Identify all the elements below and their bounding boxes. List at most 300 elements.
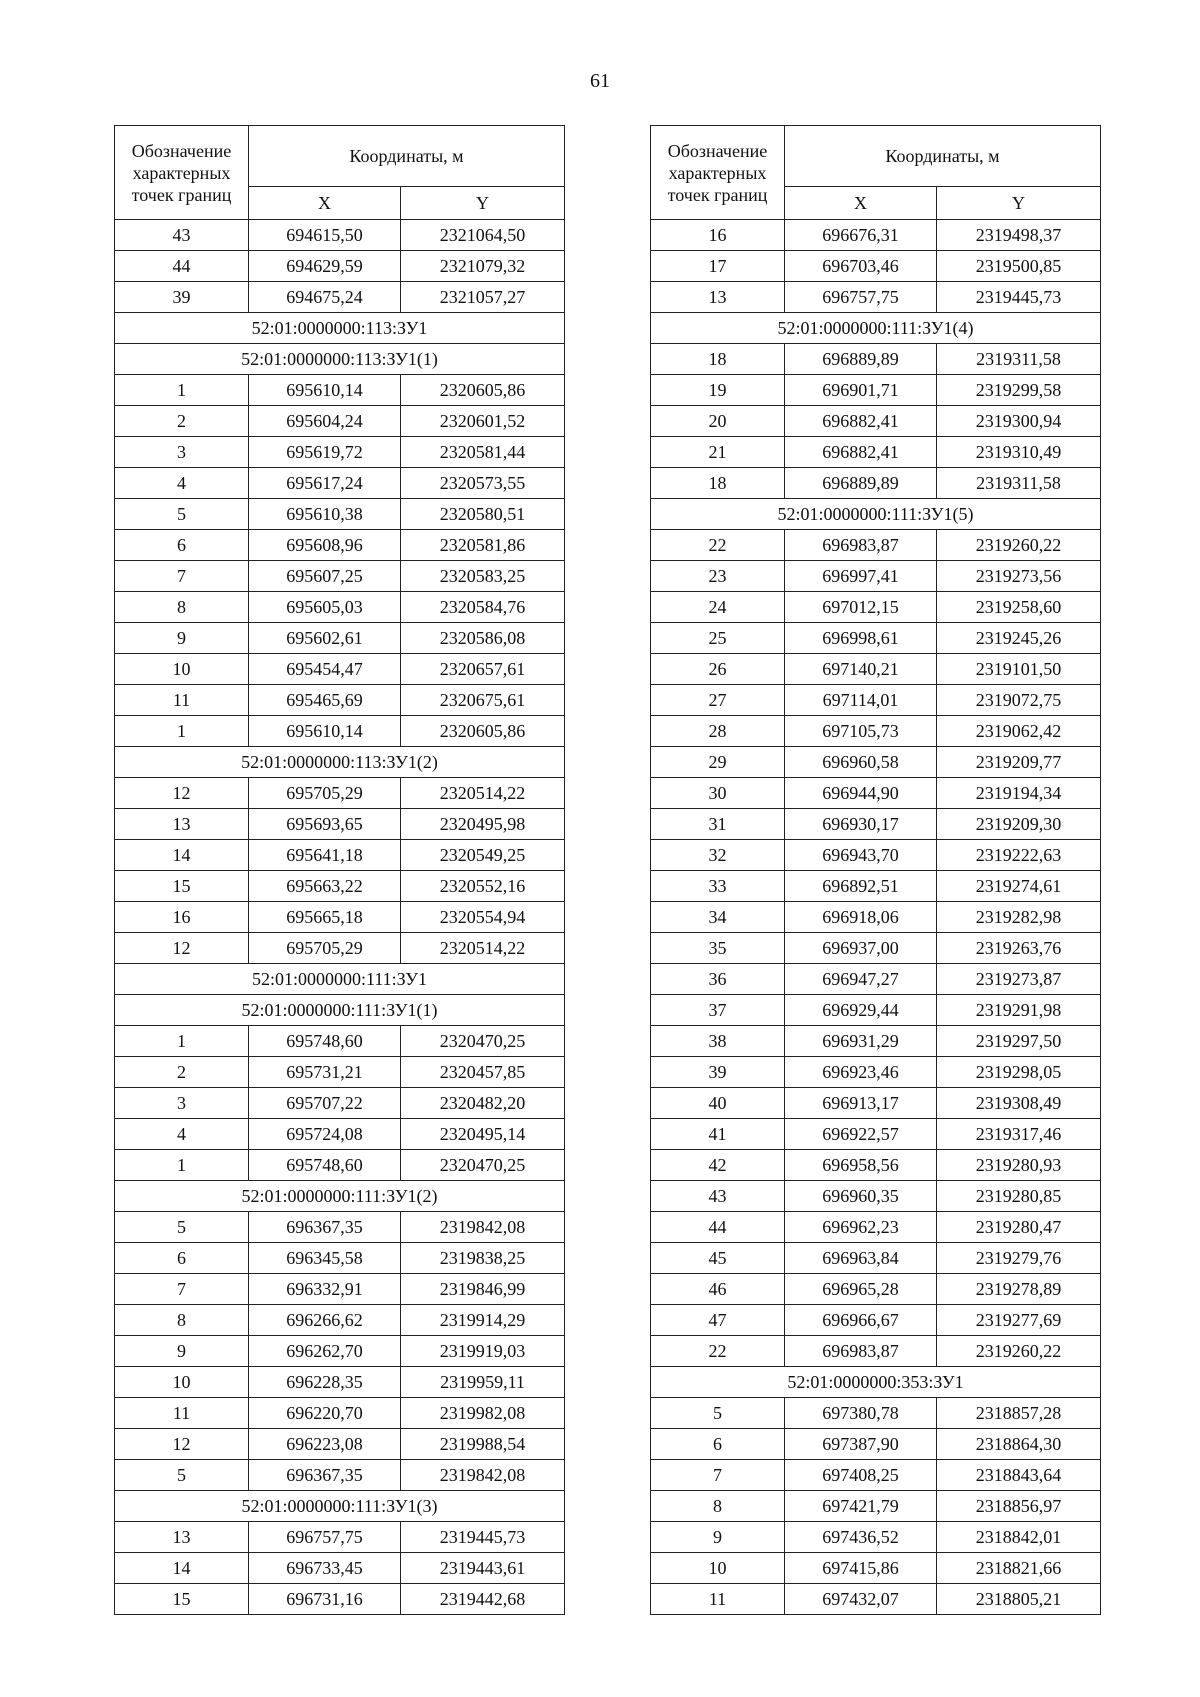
table-row xyxy=(115,1336,565,1367)
x-cell: 696889,89 xyxy=(785,468,937,499)
point-cell: 27 xyxy=(651,685,785,716)
point-cell: 2 xyxy=(115,406,249,437)
x-cell: 696983,87 xyxy=(785,1336,937,1367)
point-cell: 37 xyxy=(651,995,785,1026)
x-cell: 697140,21 xyxy=(785,654,937,685)
x-cell: 696757,75 xyxy=(785,282,937,313)
y-cell: 2319311,58 xyxy=(937,468,1101,499)
table-row xyxy=(115,468,565,499)
section-row xyxy=(115,995,565,1026)
table-row xyxy=(651,933,1101,964)
x-cell: 696913,17 xyxy=(785,1088,937,1119)
y-cell: 2320482,20 xyxy=(401,1088,565,1119)
section-title: 52:01:0000000:111:ЗУ1(2) xyxy=(115,1181,565,1212)
x-cell: 696676,31 xyxy=(785,220,937,251)
section-row xyxy=(651,313,1101,344)
point-cell: 11 xyxy=(115,685,249,716)
x-cell: 695604,24 xyxy=(249,406,401,437)
y-cell: 2319842,08 xyxy=(401,1212,565,1243)
table-row xyxy=(651,1088,1101,1119)
coordinates-table-left xyxy=(114,125,565,1615)
x-cell: 695610,14 xyxy=(249,716,401,747)
point-cell: 21 xyxy=(651,437,785,468)
y-cell: 2319311,58 xyxy=(937,344,1101,375)
x-cell: 694675,24 xyxy=(249,282,401,313)
point-cell: 1 xyxy=(115,1026,249,1057)
table-row xyxy=(115,685,565,716)
y-cell: 2318857,28 xyxy=(937,1398,1101,1429)
point-cell: 20 xyxy=(651,406,785,437)
x-cell: 696930,17 xyxy=(785,809,937,840)
point-cell: 22 xyxy=(651,530,785,561)
x-cell: 695454,47 xyxy=(249,654,401,685)
table-row xyxy=(651,1398,1101,1429)
y-cell: 2320554,94 xyxy=(401,902,565,933)
table-row xyxy=(115,809,565,840)
point-cell: 18 xyxy=(651,468,785,499)
point-cell: 33 xyxy=(651,871,785,902)
table-row xyxy=(115,251,565,282)
section-title: 52:01:0000000:353:ЗУ1 xyxy=(651,1367,1101,1398)
y-header: Y xyxy=(401,187,565,220)
point-cell: 36 xyxy=(651,964,785,995)
section-row xyxy=(115,344,565,375)
table-row xyxy=(651,871,1101,902)
y-cell: 2319299,58 xyxy=(937,375,1101,406)
point-cell: 13 xyxy=(115,809,249,840)
table-row xyxy=(651,1026,1101,1057)
y-cell: 2319298,05 xyxy=(937,1057,1101,1088)
table-row xyxy=(651,1553,1101,1584)
x-cell: 696960,35 xyxy=(785,1181,937,1212)
table-row xyxy=(115,220,565,251)
table-row xyxy=(651,840,1101,871)
y-cell: 2320457,85 xyxy=(401,1057,565,1088)
y-cell: 2319498,37 xyxy=(937,220,1101,251)
x-cell: 696733,45 xyxy=(249,1553,401,1584)
section-row xyxy=(651,499,1101,530)
x-cell: 697105,73 xyxy=(785,716,937,747)
page-number: 61 xyxy=(590,70,610,92)
x-cell: 695724,08 xyxy=(249,1119,401,1150)
table-row xyxy=(115,1553,565,1584)
x-cell: 695465,69 xyxy=(249,685,401,716)
coordinates-header: Координаты, м xyxy=(785,126,1101,187)
table-row xyxy=(651,251,1101,282)
y-cell: 2320581,86 xyxy=(401,530,565,561)
y-cell: 2320573,55 xyxy=(401,468,565,499)
y-cell: 2319282,98 xyxy=(937,902,1101,933)
table-row xyxy=(651,1584,1101,1615)
table-row xyxy=(115,778,565,809)
table-row xyxy=(115,1274,565,1305)
x-cell: 695748,60 xyxy=(249,1026,401,1057)
y-cell: 2321064,50 xyxy=(401,220,565,251)
x-cell: 696223,08 xyxy=(249,1429,401,1460)
point-cell: 10 xyxy=(115,654,249,685)
point-cell: 12 xyxy=(115,1429,249,1460)
y-cell: 2319279,76 xyxy=(937,1243,1101,1274)
x-cell: 697387,90 xyxy=(785,1429,937,1460)
table-row xyxy=(651,685,1101,716)
table-row xyxy=(115,1057,565,1088)
x-cell: 696966,67 xyxy=(785,1305,937,1336)
table-row xyxy=(651,716,1101,747)
table-row xyxy=(115,623,565,654)
point-cell: 39 xyxy=(651,1057,785,1088)
point-cell: 40 xyxy=(651,1088,785,1119)
y-cell: 2319072,75 xyxy=(937,685,1101,716)
x-cell: 696882,41 xyxy=(785,437,937,468)
x-cell: 696944,90 xyxy=(785,778,937,809)
table-row xyxy=(651,902,1101,933)
table-row xyxy=(651,995,1101,1026)
point-cell: 46 xyxy=(651,1274,785,1305)
y-cell: 2319280,47 xyxy=(937,1212,1101,1243)
x-cell: 696367,35 xyxy=(249,1212,401,1243)
point-cell: 15 xyxy=(115,871,249,902)
x-cell: 696332,91 xyxy=(249,1274,401,1305)
point-cell: 8 xyxy=(651,1491,785,1522)
point-cell: 9 xyxy=(115,1336,249,1367)
point-cell: 15 xyxy=(115,1584,249,1615)
x-cell: 695693,65 xyxy=(249,809,401,840)
y-cell: 2319274,61 xyxy=(937,871,1101,902)
section-title: 52:01:0000000:111:ЗУ1 xyxy=(115,964,565,995)
coordinates-header: Координаты, м xyxy=(249,126,565,187)
table-row xyxy=(651,1274,1101,1305)
table-row xyxy=(651,406,1101,437)
point-cell: 24 xyxy=(651,592,785,623)
point-cell: 8 xyxy=(115,592,249,623)
table-row xyxy=(651,468,1101,499)
point-cell: 5 xyxy=(651,1398,785,1429)
y-cell: 2318842,01 xyxy=(937,1522,1101,1553)
x-header: X xyxy=(785,187,937,220)
y-cell: 2319914,29 xyxy=(401,1305,565,1336)
y-cell: 2319442,68 xyxy=(401,1584,565,1615)
y-cell: 2319209,77 xyxy=(937,747,1101,778)
x-cell: 696757,75 xyxy=(249,1522,401,1553)
point-cell: 35 xyxy=(651,933,785,964)
table-row xyxy=(115,716,565,747)
point-cell: 5 xyxy=(115,499,249,530)
section-title: 52:01:0000000:111:ЗУ1(3) xyxy=(115,1491,565,1522)
y-cell: 2319443,61 xyxy=(401,1553,565,1584)
x-cell: 695641,18 xyxy=(249,840,401,871)
section-row xyxy=(115,747,565,778)
points-header: Обозначение характерных точек границ xyxy=(651,126,785,220)
y-cell: 2319297,50 xyxy=(937,1026,1101,1057)
y-cell: 2319194,34 xyxy=(937,778,1101,809)
table-body-left xyxy=(115,220,565,1615)
table-row xyxy=(651,437,1101,468)
x-cell: 696345,58 xyxy=(249,1243,401,1274)
table-row xyxy=(115,1243,565,1274)
x-cell: 696731,16 xyxy=(249,1584,401,1615)
y-cell: 2319988,54 xyxy=(401,1429,565,1460)
table-row xyxy=(115,1584,565,1615)
x-cell: 697012,15 xyxy=(785,592,937,623)
x-cell: 696892,51 xyxy=(785,871,937,902)
point-cell: 7 xyxy=(115,1274,249,1305)
y-cell: 2319982,08 xyxy=(401,1398,565,1429)
x-cell: 697421,79 xyxy=(785,1491,937,1522)
y-cell: 2319260,22 xyxy=(937,530,1101,561)
x-cell: 695707,22 xyxy=(249,1088,401,1119)
table-row xyxy=(651,654,1101,685)
section-title: 52:01:0000000:111:ЗУ1(1) xyxy=(115,995,565,1026)
y-cell: 2320657,61 xyxy=(401,654,565,685)
y-cell: 2320675,61 xyxy=(401,685,565,716)
y-cell: 2321057,27 xyxy=(401,282,565,313)
point-cell: 17 xyxy=(651,251,785,282)
y-cell: 2319222,63 xyxy=(937,840,1101,871)
x-cell: 695665,18 xyxy=(249,902,401,933)
y-cell: 2319308,49 xyxy=(937,1088,1101,1119)
x-cell: 696228,35 xyxy=(249,1367,401,1398)
point-cell: 1 xyxy=(115,716,249,747)
y-cell: 2319245,26 xyxy=(937,623,1101,654)
table-row xyxy=(115,282,565,313)
point-cell: 41 xyxy=(651,1119,785,1150)
x-cell: 695705,29 xyxy=(249,933,401,964)
y-cell: 2320584,76 xyxy=(401,592,565,623)
table-row xyxy=(651,1212,1101,1243)
x-cell: 696962,23 xyxy=(785,1212,937,1243)
section-title: 52:01:0000000:113:ЗУ1(1) xyxy=(115,344,565,375)
table-row xyxy=(115,1088,565,1119)
x-cell: 696266,62 xyxy=(249,1305,401,1336)
x-cell: 696963,84 xyxy=(785,1243,937,1274)
y-cell: 2318843,64 xyxy=(937,1460,1101,1491)
table-row xyxy=(115,1398,565,1429)
x-cell: 697408,25 xyxy=(785,1460,937,1491)
table-row xyxy=(115,406,565,437)
x-cell: 696889,89 xyxy=(785,344,937,375)
x-cell: 696931,29 xyxy=(785,1026,937,1057)
table-row xyxy=(651,1305,1101,1336)
section-row xyxy=(115,964,565,995)
x-cell: 696929,44 xyxy=(785,995,937,1026)
table-row xyxy=(115,592,565,623)
table-row xyxy=(115,933,565,964)
table-row xyxy=(651,964,1101,995)
point-cell: 30 xyxy=(651,778,785,809)
y-cell: 2319062,42 xyxy=(937,716,1101,747)
x-cell: 695617,24 xyxy=(249,468,401,499)
x-cell: 695610,38 xyxy=(249,499,401,530)
x-cell: 696965,28 xyxy=(785,1274,937,1305)
y-cell: 2318856,97 xyxy=(937,1491,1101,1522)
point-cell: 8 xyxy=(115,1305,249,1336)
point-cell: 34 xyxy=(651,902,785,933)
point-cell: 14 xyxy=(115,1553,249,1584)
point-cell: 1 xyxy=(115,375,249,406)
y-cell: 2319273,87 xyxy=(937,964,1101,995)
x-cell: 696703,46 xyxy=(785,251,937,282)
y-cell: 2320549,25 xyxy=(401,840,565,871)
point-cell: 6 xyxy=(651,1429,785,1460)
table-row xyxy=(651,530,1101,561)
section-title: 52:01:0000000:113:ЗУ1 xyxy=(115,313,565,344)
point-cell: 44 xyxy=(651,1212,785,1243)
point-cell: 10 xyxy=(651,1553,785,1584)
y-cell: 2319209,30 xyxy=(937,809,1101,840)
x-cell: 695619,72 xyxy=(249,437,401,468)
y-cell: 2320605,86 xyxy=(401,716,565,747)
table-row xyxy=(115,375,565,406)
table-row xyxy=(115,499,565,530)
y-cell: 2319445,73 xyxy=(401,1522,565,1553)
section-title: 52:01:0000000:111:ЗУ1(4) xyxy=(651,313,1101,344)
y-cell: 2319445,73 xyxy=(937,282,1101,313)
table-row xyxy=(115,1026,565,1057)
point-cell: 16 xyxy=(115,902,249,933)
x-cell: 697114,01 xyxy=(785,685,937,716)
x-cell: 697415,86 xyxy=(785,1553,937,1584)
table-row xyxy=(651,809,1101,840)
y-cell: 2320495,98 xyxy=(401,809,565,840)
y-cell: 2321079,32 xyxy=(401,251,565,282)
x-cell: 697436,52 xyxy=(785,1522,937,1553)
point-cell: 13 xyxy=(651,282,785,313)
y-cell: 2320514,22 xyxy=(401,933,565,964)
table-row xyxy=(651,1150,1101,1181)
point-cell: 12 xyxy=(115,778,249,809)
point-cell: 25 xyxy=(651,623,785,654)
y-cell: 2319300,94 xyxy=(937,406,1101,437)
y-cell: 2320514,22 xyxy=(401,778,565,809)
y-cell: 2319280,85 xyxy=(937,1181,1101,1212)
y-cell: 2319838,25 xyxy=(401,1243,565,1274)
table-row xyxy=(651,1336,1101,1367)
table-row xyxy=(651,1057,1101,1088)
point-cell: 1 xyxy=(115,1150,249,1181)
points-header: Обозначение характерных точек границ xyxy=(115,126,249,220)
y-cell: 2320586,08 xyxy=(401,623,565,654)
y-cell: 2318805,21 xyxy=(937,1584,1101,1615)
y-cell: 2319959,11 xyxy=(401,1367,565,1398)
point-cell: 6 xyxy=(115,530,249,561)
point-cell: 2 xyxy=(115,1057,249,1088)
table-row xyxy=(651,375,1101,406)
table-row xyxy=(651,1119,1101,1150)
table-row xyxy=(115,1212,565,1243)
point-cell: 9 xyxy=(115,623,249,654)
y-cell: 2320601,52 xyxy=(401,406,565,437)
y-cell: 2319273,56 xyxy=(937,561,1101,592)
section-title: 52:01:0000000:113:ЗУ1(2) xyxy=(115,747,565,778)
x-cell: 696960,58 xyxy=(785,747,937,778)
y-cell: 2320581,44 xyxy=(401,437,565,468)
table-row xyxy=(115,840,565,871)
point-cell: 44 xyxy=(115,251,249,282)
table-row xyxy=(115,1367,565,1398)
x-cell: 694615,50 xyxy=(249,220,401,251)
table-row xyxy=(115,1150,565,1181)
table-row xyxy=(115,1429,565,1460)
coordinates-table-right xyxy=(650,125,1101,1615)
point-cell: 4 xyxy=(115,468,249,499)
x-cell: 695602,61 xyxy=(249,623,401,654)
y-cell: 2320470,25 xyxy=(401,1026,565,1057)
x-cell: 695607,25 xyxy=(249,561,401,592)
x-cell: 694629,59 xyxy=(249,251,401,282)
x-header: X xyxy=(249,187,401,220)
table-row xyxy=(651,220,1101,251)
table-row xyxy=(115,530,565,561)
y-cell: 2320580,51 xyxy=(401,499,565,530)
point-cell: 3 xyxy=(115,437,249,468)
x-cell: 696262,70 xyxy=(249,1336,401,1367)
y-cell: 2319263,76 xyxy=(937,933,1101,964)
table-row xyxy=(651,561,1101,592)
point-cell: 29 xyxy=(651,747,785,778)
y-cell: 2319258,60 xyxy=(937,592,1101,623)
table-row xyxy=(651,1491,1101,1522)
point-cell: 39 xyxy=(115,282,249,313)
y-cell: 2319260,22 xyxy=(937,1336,1101,1367)
x-cell: 696937,00 xyxy=(785,933,937,964)
x-cell: 696997,41 xyxy=(785,561,937,592)
y-cell: 2320605,86 xyxy=(401,375,565,406)
y-cell: 2319278,89 xyxy=(937,1274,1101,1305)
point-cell: 11 xyxy=(115,1398,249,1429)
table-row xyxy=(651,1522,1101,1553)
y-cell: 2319846,99 xyxy=(401,1274,565,1305)
point-cell: 14 xyxy=(115,840,249,871)
point-cell: 32 xyxy=(651,840,785,871)
x-cell: 696947,27 xyxy=(785,964,937,995)
y-cell: 2320470,25 xyxy=(401,1150,565,1181)
y-cell: 2319919,03 xyxy=(401,1336,565,1367)
y-cell: 2319842,08 xyxy=(401,1460,565,1491)
table-row xyxy=(651,778,1101,809)
x-cell: 695731,21 xyxy=(249,1057,401,1088)
table-row xyxy=(115,871,565,902)
section-row xyxy=(115,313,565,344)
x-cell: 695610,14 xyxy=(249,375,401,406)
point-cell: 3 xyxy=(115,1088,249,1119)
point-cell: 23 xyxy=(651,561,785,592)
point-cell: 43 xyxy=(651,1181,785,1212)
point-cell: 10 xyxy=(115,1367,249,1398)
table-row xyxy=(651,344,1101,375)
table-body-right xyxy=(651,220,1101,1615)
table-row xyxy=(651,592,1101,623)
x-cell: 696923,46 xyxy=(785,1057,937,1088)
point-cell: 5 xyxy=(115,1460,249,1491)
x-cell: 696882,41 xyxy=(785,406,937,437)
y-cell: 2319500,85 xyxy=(937,251,1101,282)
x-cell: 695705,29 xyxy=(249,778,401,809)
table-row xyxy=(115,654,565,685)
table-row xyxy=(651,623,1101,654)
table-row xyxy=(651,1243,1101,1274)
table-row xyxy=(115,902,565,933)
table-row xyxy=(115,1305,565,1336)
table-row xyxy=(651,1429,1101,1460)
point-cell: 5 xyxy=(115,1212,249,1243)
table-row xyxy=(115,1119,565,1150)
point-cell: 6 xyxy=(115,1243,249,1274)
section-row xyxy=(115,1491,565,1522)
x-cell: 696983,87 xyxy=(785,530,937,561)
x-cell: 696367,35 xyxy=(249,1460,401,1491)
y-cell: 2320552,16 xyxy=(401,871,565,902)
section-row xyxy=(115,1181,565,1212)
